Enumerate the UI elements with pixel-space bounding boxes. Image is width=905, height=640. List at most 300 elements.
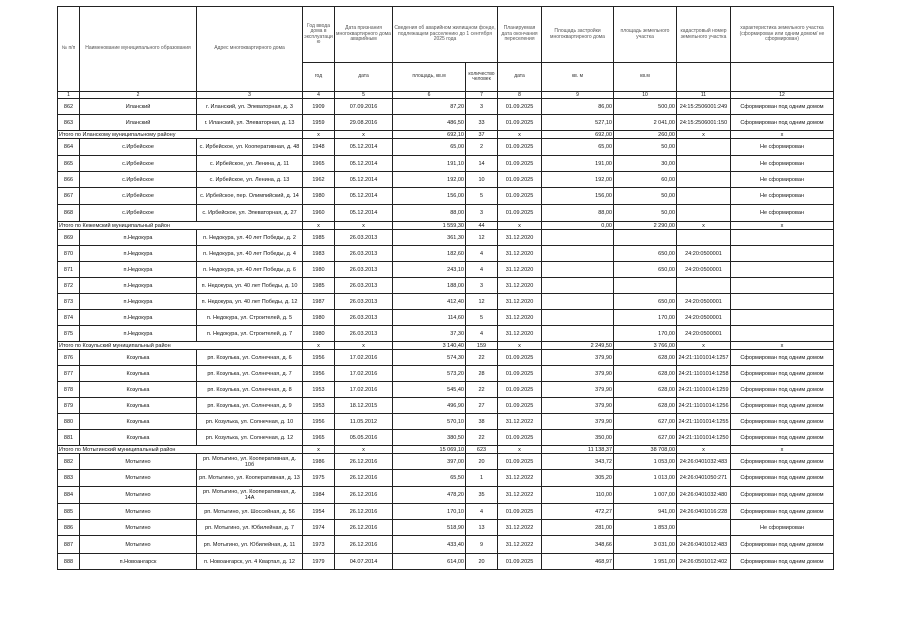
table-cell: 1 013,00 bbox=[614, 470, 677, 487]
table-cell: 12 bbox=[466, 294, 498, 310]
table-cell: п. Недокура, ул. 40 лет Победы, д. 6 bbox=[197, 262, 303, 278]
subtotal-cell: х bbox=[731, 131, 834, 139]
table-cell: 17.02.2016 bbox=[335, 366, 393, 382]
table-cell: 31.12.2020 bbox=[498, 326, 542, 342]
table-row bbox=[58, 99, 834, 115]
table-cell: с.Ирбейское bbox=[80, 172, 197, 188]
table-cell bbox=[731, 310, 834, 326]
table-cell: 05.12.2014 bbox=[335, 172, 393, 188]
table-cell: п. Недокура, ул. Строителей, д. 5 bbox=[197, 310, 303, 326]
table-cell: 628,00 bbox=[614, 350, 677, 366]
table-cell: рп. Козулька, ул. Солнечная, д. 10 bbox=[197, 414, 303, 430]
table-row bbox=[58, 205, 834, 222]
subtotal-cell: х bbox=[303, 342, 335, 350]
table-cell: 486,50 bbox=[393, 115, 466, 131]
table-cell: 941,00 bbox=[614, 504, 677, 520]
header-cadastral: кадастровый номер земельного участка bbox=[677, 7, 731, 63]
table-row bbox=[58, 504, 834, 520]
table-cell bbox=[614, 230, 677, 246]
table-cell: 114,60 bbox=[393, 310, 466, 326]
table-cell: п. Недокура, ул. Строителей, д. 7 bbox=[197, 326, 303, 342]
table-cell: 188,00 bbox=[393, 278, 466, 294]
table-cell: 31.12.2022 bbox=[498, 487, 542, 504]
table-cell: 13 bbox=[466, 520, 498, 536]
table-cell: Не сформирован bbox=[731, 172, 834, 188]
table-cell: 26.03.2013 bbox=[335, 310, 393, 326]
table-cell: 26.03.2013 bbox=[335, 326, 393, 342]
table-cell: 650,00 bbox=[614, 294, 677, 310]
table-cell: 496,90 bbox=[393, 398, 466, 414]
table-cell: 5 bbox=[466, 188, 498, 205]
column-index-cell: 11 bbox=[677, 92, 731, 99]
table-cell: 182,60 bbox=[393, 246, 466, 262]
table-cell: 31.12.2022 bbox=[498, 520, 542, 536]
table-cell: 880 bbox=[58, 414, 80, 430]
table-cell: 18.12.2015 bbox=[335, 398, 393, 414]
table-cell: 433,40 bbox=[393, 536, 466, 554]
table-cell bbox=[677, 520, 731, 536]
table-cell: 01.09.2025 bbox=[498, 156, 542, 172]
table-cell bbox=[677, 205, 731, 222]
table-cell: рп. Козулька, ул. Солнечная, д. 7 bbox=[197, 366, 303, 382]
table-cell: 24:20:0500001 bbox=[677, 326, 731, 342]
table-cell: Козулька bbox=[80, 398, 197, 414]
subtotal-cell: х bbox=[335, 222, 393, 230]
table-cell: Мотыгино bbox=[80, 536, 197, 554]
table-cell: 24:21:1101014:1250 bbox=[677, 430, 731, 446]
table-cell: 1980 bbox=[303, 262, 335, 278]
table-row bbox=[58, 172, 834, 188]
table-cell: п. Недокура, ул. 40 лет Победы, д. 2 bbox=[197, 230, 303, 246]
table-cell bbox=[731, 230, 834, 246]
table-cell: п. Недокура, ул. 40 лет Победы, д. 12 bbox=[197, 294, 303, 310]
table-cell: 191,10 bbox=[393, 156, 466, 172]
table-cell: 882 bbox=[58, 454, 80, 470]
subtotal-cell: 11 138,37 bbox=[542, 446, 614, 454]
table-cell: 07.09.2016 bbox=[335, 99, 393, 115]
table-row bbox=[58, 554, 834, 570]
table-cell: рп. Мотыгино, ул. Кооперативная, д. 14А bbox=[197, 487, 303, 504]
table-cell: Сформирован под одним домом bbox=[731, 115, 834, 131]
table-row bbox=[58, 326, 834, 342]
table-cell: 1956 bbox=[303, 414, 335, 430]
table-cell: 01.09.2025 bbox=[498, 430, 542, 446]
table-cell: 50,00 bbox=[614, 188, 677, 205]
table-row bbox=[58, 310, 834, 326]
table-cell: 05.12.2014 bbox=[335, 205, 393, 222]
column-index-cell: 4 bbox=[303, 92, 335, 99]
table-cell: 868 bbox=[58, 205, 80, 222]
table-cell: Сформирован под одним домом bbox=[731, 536, 834, 554]
table-cell: 35 bbox=[466, 487, 498, 504]
table-cell bbox=[542, 326, 614, 342]
table-row bbox=[58, 156, 834, 172]
table-cell: п.Недокура bbox=[80, 310, 197, 326]
table-cell: п.Недокура bbox=[80, 262, 197, 278]
table-row bbox=[58, 536, 834, 554]
table-cell: 27 bbox=[466, 398, 498, 414]
table-cell: с. Ирбейское, ул. Элеваторная, д. 27 bbox=[197, 205, 303, 222]
table-cell: с.Ирбейское bbox=[80, 156, 197, 172]
table-cell: Не сформирован bbox=[731, 139, 834, 156]
table-cell: 874 bbox=[58, 310, 80, 326]
table-cell: 170,00 bbox=[614, 326, 677, 342]
subheader-sqm2: кв.м bbox=[614, 63, 677, 92]
table-cell: 33 bbox=[466, 115, 498, 131]
table-cell: 412,40 bbox=[393, 294, 466, 310]
table-cell: 11.05.2012 bbox=[335, 414, 393, 430]
header-address: Адрес многоквартирного дома bbox=[197, 7, 303, 92]
header-land-characteristic: характеристика земельного участка (сформирован или одним домом/ не сформирован) bbox=[731, 7, 834, 63]
table-cell: 628,00 bbox=[614, 398, 677, 414]
table-row bbox=[58, 262, 834, 278]
table-cell: 31.12.2022 bbox=[498, 536, 542, 554]
table-cell: 31.12.2020 bbox=[498, 230, 542, 246]
table-cell: 31.12.2020 bbox=[498, 278, 542, 294]
table-cell: 192,00 bbox=[393, 172, 466, 188]
table-cell: 4 bbox=[466, 246, 498, 262]
table-cell: 26.03.2013 bbox=[335, 246, 393, 262]
table-cell: 379,90 bbox=[542, 398, 614, 414]
subtotal-cell: 3 140,40 bbox=[393, 342, 466, 350]
subtotal-cell: х bbox=[677, 131, 731, 139]
table-cell: 110,00 bbox=[542, 487, 614, 504]
subtotal-row bbox=[58, 131, 834, 139]
table-cell: 24:20:0500001 bbox=[677, 294, 731, 310]
table-cell: Козулька bbox=[80, 366, 197, 382]
column-index-cell: 10 bbox=[614, 92, 677, 99]
table-cell: Козулька bbox=[80, 382, 197, 398]
table-cell: 628,00 bbox=[614, 382, 677, 398]
table-cell: 361,30 bbox=[393, 230, 466, 246]
table-cell: рп. Мотыгино, ул. Шоссейная, д. 56 bbox=[197, 504, 303, 520]
table-cell: с. Ирбейское, ул. Кооперативная, д. 48 bbox=[197, 139, 303, 156]
table-cell: 26.12.2016 bbox=[335, 536, 393, 554]
table-cell: 1956 bbox=[303, 366, 335, 382]
table-cell: 01.09.2025 bbox=[498, 504, 542, 520]
table-cell: 01.09.2025 bbox=[498, 205, 542, 222]
subheader-area: площадь, кв.м bbox=[393, 63, 466, 92]
table-cell bbox=[542, 294, 614, 310]
table-row bbox=[58, 115, 834, 131]
table-cell: Не сформирован bbox=[731, 156, 834, 172]
table-cell: Сформирован под одним домом bbox=[731, 504, 834, 520]
table-cell: 879 bbox=[58, 398, 80, 414]
table-cell: 05.12.2014 bbox=[335, 156, 393, 172]
table-cell: 1948 bbox=[303, 139, 335, 156]
table-cell: Сформирован под одним домом bbox=[731, 430, 834, 446]
subtotal-cell: 2 290,00 bbox=[614, 222, 677, 230]
table-cell: 574,30 bbox=[393, 350, 466, 366]
table-cell bbox=[731, 278, 834, 294]
table-cell: 1980 bbox=[303, 310, 335, 326]
table-cell: 876 bbox=[58, 350, 80, 366]
table-cell: Мотыгино bbox=[80, 470, 197, 487]
table-cell: 869 bbox=[58, 230, 80, 246]
table-cell: 871 bbox=[58, 262, 80, 278]
subtotal-cell: х bbox=[677, 342, 731, 350]
subtotal-cell: х bbox=[731, 222, 834, 230]
subtotal-cell: х bbox=[731, 342, 834, 350]
table-cell: 379,90 bbox=[542, 414, 614, 430]
table-cell: 1 853,00 bbox=[614, 520, 677, 536]
table-cell: Козулька bbox=[80, 414, 197, 430]
table-row bbox=[58, 350, 834, 366]
table-cell: 343,72 bbox=[542, 454, 614, 470]
table-cell: 650,00 bbox=[614, 246, 677, 262]
table-cell: 1986 bbox=[303, 454, 335, 470]
table-cell: 24:26:0401012:483 bbox=[677, 536, 731, 554]
table-cell: 01.09.2025 bbox=[498, 554, 542, 570]
table-cell: п. Новоангарск, ул. 4 Квартал, д. 12 bbox=[197, 554, 303, 570]
table-cell: 1984 bbox=[303, 487, 335, 504]
header-year-commission: Год ввода дома в эксплуатацию bbox=[303, 7, 335, 63]
subtotal-cell: х bbox=[498, 131, 542, 139]
table-cell: 1954 bbox=[303, 504, 335, 520]
table-cell: 9 bbox=[466, 536, 498, 554]
subtotal-cell: 692,00 bbox=[542, 131, 614, 139]
table-row bbox=[58, 230, 834, 246]
subtotal-cell: 37 bbox=[466, 131, 498, 139]
subheader-empty bbox=[731, 63, 834, 92]
table-cell: 1960 bbox=[303, 205, 335, 222]
table-row bbox=[58, 470, 834, 487]
subtotal-cell: х bbox=[677, 446, 731, 454]
table-cell: Не сформирован bbox=[731, 520, 834, 536]
table-cell: п. Недокура, ул. 40 лет Победы, д. 10 bbox=[197, 278, 303, 294]
table-cell: 570,10 bbox=[393, 414, 466, 430]
table-cell: 870 bbox=[58, 246, 80, 262]
table-cell: 24:26:0401016:228 bbox=[677, 504, 731, 520]
subtotal-label: Итого по Иланскому муниципальному району bbox=[58, 131, 303, 139]
table-cell bbox=[731, 294, 834, 310]
table-cell: 628,00 bbox=[614, 366, 677, 382]
table-cell: 24:21:1101014:1256 bbox=[677, 398, 731, 414]
table-cell: 50,00 bbox=[614, 205, 677, 222]
table-cell: п.Недокура bbox=[80, 230, 197, 246]
header-land-plot-area: площадь земельного участка bbox=[614, 7, 677, 63]
table-cell: 397,00 bbox=[393, 454, 466, 470]
subtotal-cell: 260,00 bbox=[614, 131, 677, 139]
table-cell: 87,20 bbox=[393, 99, 466, 115]
table-cell: Сформирован под одним домом bbox=[731, 470, 834, 487]
table-cell: 614,00 bbox=[393, 554, 466, 570]
table-cell: с. Ирбейское, ул. Ленина, д. 13 bbox=[197, 172, 303, 188]
table-cell: 24:21:1101014:1257 bbox=[677, 350, 731, 366]
table-cell: 26.12.2016 bbox=[335, 487, 393, 504]
table-cell: 24:26:0501012:402 bbox=[677, 554, 731, 570]
table-cell: 22 bbox=[466, 350, 498, 366]
table-cell: 1959 bbox=[303, 115, 335, 131]
subtotal-cell: 3 766,00 bbox=[614, 342, 677, 350]
subtotal-cell: х bbox=[335, 131, 393, 139]
table-cell: 2 041,00 bbox=[614, 115, 677, 131]
table-cell bbox=[677, 230, 731, 246]
table-cell bbox=[614, 278, 677, 294]
table-cell: 1987 bbox=[303, 294, 335, 310]
table-cell: 4 bbox=[466, 326, 498, 342]
table-cell bbox=[677, 156, 731, 172]
table-cell: 60,00 bbox=[614, 172, 677, 188]
table-cell: Сформирован под одним домом bbox=[731, 414, 834, 430]
subtotal-cell: х bbox=[303, 446, 335, 454]
table-cell bbox=[731, 326, 834, 342]
header-land-area: Площадь застройки многоквартирного дома bbox=[542, 7, 614, 63]
table-cell: 1 053,00 bbox=[614, 454, 677, 470]
table-cell: 867 bbox=[58, 188, 80, 205]
table-cell: рп. Козулька, ул. Солнечная, д. 6 bbox=[197, 350, 303, 366]
table-cell: 14 bbox=[466, 156, 498, 172]
table-cell: 24:21:1101014:1255 bbox=[677, 414, 731, 430]
table-cell: 20 bbox=[466, 554, 498, 570]
table-cell: Мотыгино bbox=[80, 454, 197, 470]
table-cell: Иланский bbox=[80, 99, 197, 115]
table-cell: 305,20 bbox=[542, 470, 614, 487]
table-cell: Козулька bbox=[80, 430, 197, 446]
subheader-sqm: кв. м bbox=[542, 63, 614, 92]
table-cell: 875 bbox=[58, 326, 80, 342]
table-cell: рп. Козулька, ул. Солнечная, д. 8 bbox=[197, 382, 303, 398]
table-cell: Не сформирован bbox=[731, 188, 834, 205]
table-cell: 24:20:0500001 bbox=[677, 246, 731, 262]
table-cell: 37,30 bbox=[393, 326, 466, 342]
table-body bbox=[58, 99, 834, 570]
table-cell: 1979 bbox=[303, 554, 335, 570]
table-cell: 01.09.2025 bbox=[498, 350, 542, 366]
table-cell: 31.12.2020 bbox=[498, 294, 542, 310]
subtotal-label: Итого по Кежемский муниципальный район bbox=[58, 222, 303, 230]
table-cell: 26.12.2016 bbox=[335, 504, 393, 520]
subheader-year: год bbox=[303, 63, 335, 92]
subtotal-cell: х bbox=[498, 342, 542, 350]
subtotal-cell: х bbox=[677, 222, 731, 230]
table-cell: 86,00 bbox=[542, 99, 614, 115]
table-row bbox=[58, 139, 834, 156]
column-index-cell: 7 bbox=[466, 92, 498, 99]
table-cell bbox=[542, 262, 614, 278]
subtotal-cell: х bbox=[731, 446, 834, 454]
subtotal-cell: х bbox=[498, 446, 542, 454]
table-cell: 01.09.2025 bbox=[498, 382, 542, 398]
subtotal-label: Итого по Козульский муниципальный район bbox=[58, 342, 303, 350]
table-cell: Иланский bbox=[80, 115, 197, 131]
table-cell: 22 bbox=[466, 382, 498, 398]
table-row bbox=[58, 246, 834, 262]
table-cell: 243,10 bbox=[393, 262, 466, 278]
table-cell: Сформирован под одним домом bbox=[731, 99, 834, 115]
table-cell: 527,10 bbox=[542, 115, 614, 131]
table-cell: 863 bbox=[58, 115, 80, 131]
table-cell: 12 bbox=[466, 230, 498, 246]
table-cell: 5 bbox=[466, 310, 498, 326]
table-cell: с. Ирбейское, пер. Олимпийский, д. 14 bbox=[197, 188, 303, 205]
header-district: Наименование муниципального образования bbox=[80, 7, 197, 92]
table-cell: п.Недокура bbox=[80, 294, 197, 310]
table-cell: рп. Мотыгино, ул. Юбилейная, д. 7 bbox=[197, 520, 303, 536]
table-cell: с.Ирбейское bbox=[80, 188, 197, 205]
table-cell: 1953 bbox=[303, 398, 335, 414]
table-cell: Сформирован под одним домом bbox=[731, 454, 834, 470]
table-cell: Козулька bbox=[80, 350, 197, 366]
table-row bbox=[58, 398, 834, 414]
column-index-cell: 9 bbox=[542, 92, 614, 99]
table-cell: п.Недокура bbox=[80, 246, 197, 262]
table-cell: рп. Козулька, ул. Солнечная, д. 12 bbox=[197, 430, 303, 446]
table-cell: п.Недокура bbox=[80, 326, 197, 342]
subtotal-cell: х bbox=[303, 222, 335, 230]
table-cell: Сформирован под одним домом bbox=[731, 554, 834, 570]
column-index-cell: 2 bbox=[80, 92, 197, 99]
table-row bbox=[58, 278, 834, 294]
table-cell bbox=[542, 230, 614, 246]
table-cell: 545,40 bbox=[393, 382, 466, 398]
table-cell: 573,20 bbox=[393, 366, 466, 382]
table-cell: 26.12.2016 bbox=[335, 454, 393, 470]
column-index-cell: 12 bbox=[731, 92, 834, 99]
table-row bbox=[58, 366, 834, 382]
table-cell: 50,00 bbox=[614, 139, 677, 156]
table-cell: рп. Козулька, ул. Солнечная, д. 9 bbox=[197, 398, 303, 414]
table-cell: 627,00 bbox=[614, 430, 677, 446]
table-cell: 1985 bbox=[303, 278, 335, 294]
table-row bbox=[58, 430, 834, 446]
table-cell: 2 bbox=[466, 139, 498, 156]
table-cell bbox=[542, 278, 614, 294]
column-index-cell: 6 bbox=[393, 92, 466, 99]
table-cell: 31.12.2022 bbox=[498, 414, 542, 430]
table-cell: 885 bbox=[58, 504, 80, 520]
table-cell: 281,00 bbox=[542, 520, 614, 536]
table-cell: Сформирован под одним домом bbox=[731, 398, 834, 414]
table-cell: 878 bbox=[58, 382, 80, 398]
table-cell: 862 bbox=[58, 99, 80, 115]
table-cell: 170,00 bbox=[614, 310, 677, 326]
table-cell: 872 bbox=[58, 278, 80, 294]
table-cell: 26.03.2013 bbox=[335, 230, 393, 246]
table-row bbox=[58, 520, 834, 536]
header-resettle-info: Сведения об аварийном жилищном фонде, подлежащем расселению до 1 сентября 2025 года bbox=[393, 7, 498, 63]
table-cell bbox=[731, 246, 834, 262]
table-cell: 04.07.2014 bbox=[335, 554, 393, 570]
table-cell: 1962 bbox=[303, 172, 335, 188]
subtotal-row bbox=[58, 222, 834, 230]
table-cell: 379,90 bbox=[542, 382, 614, 398]
table-cell: 886 bbox=[58, 520, 80, 536]
table-cell: 4 bbox=[466, 504, 498, 520]
table-cell: 65,00 bbox=[542, 139, 614, 156]
table-cell: Мотыгино bbox=[80, 520, 197, 536]
table-cell: 627,00 bbox=[614, 414, 677, 430]
table-cell: 24:15:2506001:249 bbox=[677, 99, 731, 115]
table-cell: 192,00 bbox=[542, 172, 614, 188]
table-cell: 650,00 bbox=[614, 262, 677, 278]
table-cell bbox=[677, 139, 731, 156]
table-cell: 26.03.2013 bbox=[335, 262, 393, 278]
table-cell: Мотыгино bbox=[80, 504, 197, 520]
table-cell: 05.12.2014 bbox=[335, 139, 393, 156]
subtotal-cell: х bbox=[303, 131, 335, 139]
table-cell: с.Ирбейское bbox=[80, 139, 197, 156]
table-cell: 31.12.2020 bbox=[498, 310, 542, 326]
column-index-cell: 1 bbox=[58, 92, 80, 99]
subtotal-label: Итого по Мотыгинский муниципальный район bbox=[58, 446, 303, 454]
table-cell: 26.03.2013 bbox=[335, 294, 393, 310]
header-recognition-date: Дата признания многоквартирного дома аварийным bbox=[335, 7, 393, 63]
table-cell: 1 bbox=[466, 470, 498, 487]
subheader-empty bbox=[677, 63, 731, 92]
subtotal-cell: х bbox=[335, 446, 393, 454]
column-index-cell: 3 bbox=[197, 92, 303, 99]
